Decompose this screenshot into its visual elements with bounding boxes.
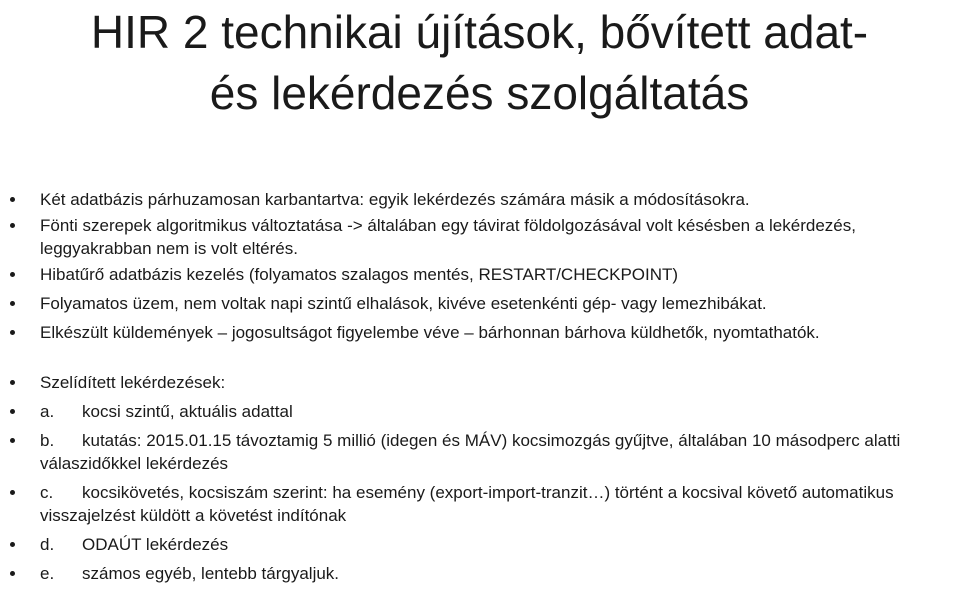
sub-item-text: kocsi szintű, aktuális adattal: [82, 402, 293, 421]
sub-item-text: ODAÚT lekérdezés: [82, 535, 229, 554]
sub-item: [0, 562, 959, 585]
bullet-text: Elkészült küldemények – jogosultságot figyelembe véve – bárhonnan bárhova küldhetők, nyomtathatók.: [40, 323, 820, 342]
sub-item-text: kocsikövetés, kocsiszám szerint: ha esemény (export-import-tranzit…) történt a kocsival követő automatikus visszajelzést küldött a követést indítónak: [40, 483, 894, 525]
sub-item-letter: c.: [40, 483, 54, 502]
slide-title: [0, 2, 959, 124]
bullet-item: [0, 292, 959, 315]
sub-item: [0, 400, 959, 423]
bullet-text: Két adatbázis párhuzamosan karbantartva: egyik lekérdezés számára másik a módosításokra.: [40, 190, 750, 209]
bullet-item: [0, 371, 959, 394]
bullet-text: Szelídített lekérdezések:: [40, 373, 226, 392]
sub-item-letter: e.: [40, 564, 55, 583]
bullet-text: Hibatűrő adatbázis kezelés (folyamatos szalagos mentés, RESTART/CHECKPOINT): [40, 265, 679, 284]
bullet-item: [0, 263, 959, 286]
sub-item: [0, 429, 959, 475]
title-line-1: HIR 2 technikai újítások, bővített adat-: [90, 6, 869, 58]
sub-item-letter: d.: [40, 535, 55, 554]
bullet-list: [0, 188, 959, 585]
bullet-item: [0, 321, 959, 344]
sub-item-letter: b.: [40, 431, 55, 450]
bullet-item: [0, 214, 959, 260]
sub-item: [0, 481, 959, 527]
bullet-item: [0, 188, 959, 211]
sub-item: [0, 533, 959, 556]
title-line-2: és lekérdezés szolgáltatás: [209, 67, 750, 119]
bullet-text: Folyamatos üzem, nem voltak napi szintű elhalások, kivéve esetenkénti gép- vagy lemezhibákat.: [40, 294, 767, 313]
sub-item-letter: a.: [40, 402, 55, 421]
sub-item-text: kutatás: 2015.01.15 távoztamig 5 millió (idegen és MÁV) kocsimozgás gyűjtve, általában 10 másodperc alatti válaszidőkkel lekérdezés: [40, 431, 901, 473]
bullet-text: Fönti szerepek algoritmikus változtatása -> általában egy távirat földolgozásával volt késésben a lekérdezés, leggyakrabban nem is volt eltérés.: [40, 216, 856, 258]
sub-item-text: számos egyéb, lentebb tárgyaljuk.: [82, 564, 340, 583]
